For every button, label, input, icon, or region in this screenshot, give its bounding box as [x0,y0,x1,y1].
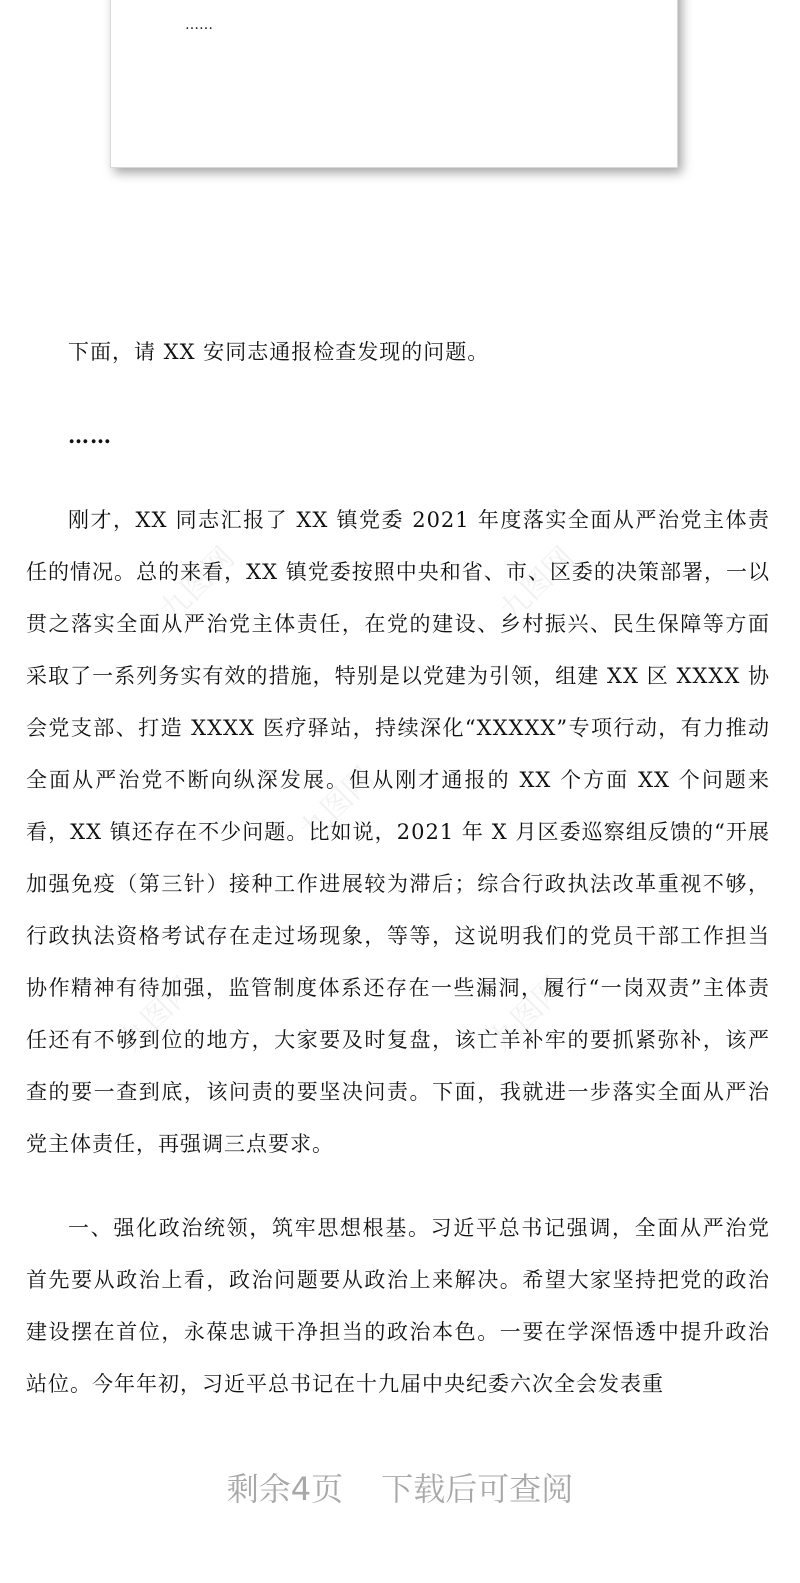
document-body [26,326,770,1410]
watermark: 九图网 [293,760,382,849]
download-prompt[interactable] [0,1464,800,1510]
paragraph: 刚才，XX 同志汇报了 XX 镇党委 2021 年度落实全面从严治党主体责任的情况。总的来看，XX 镇党委按照中央和省、市、区委的决策部署，一以贯之落实全面从严治党主体责任，在党的建设、乡村振兴、民生保障等方面采取了一系列务实有效的措施，特别是以党建为引领，组建 XX 区 XXXX 协会党支部、打造 XXXX 医疗驿站，持续深化“XXXXX”专项行动，有力推动全面从严治党不断向纵深发展。但从刚才通报的 XX 个方面 XX 个问题来看，XX 镇还存在不少问题。比如说，2021 年 X 月区委巡察组反馈的“开展加强免疫（第三针）接种工作进展较为滞后；综合行政执法改革重视不够，行政执法资格考试存在走过场现象，等等，这说明我们的党员干部工作担当协作精神有待加强，监管制度体系还存在一些漏洞，履行“一岗双责”主体责任还有不够到位的地方，大家要及时复盘，该亡羊补牢的要抓紧弥补，该严查的要一查到底，该问责的要坚决问责。下面，我就进一步落实全面从严治党主体责任，再强调三点要求。 [26,508,770,1156]
paragraph: 下面，请 XX 安同志通报检查发现的问题。 [68,340,490,364]
paragraph: 一、强化政治统领，筑牢思想根基。习近平总书记强调，全面从严治党首先要从政治上看，政治问题要从政治上来解决。希望大家坚持把党的政治建设摆在首位，永葆忠诚干净担当的政治本色。一要在学深悟透中提升政治站位。今年年初，习近平总书记在十九届中央纪委六次全会发表重 [26,1216,770,1396]
watermark: 九图网 [493,540,582,629]
download-text[interactable]: 下载后可查阅 [381,1470,574,1508]
remaining-pages-text: 剩余4页 [226,1470,344,1508]
preview-ellipsis: …… [185,17,213,33]
paragraph-ellipsis: …… [68,423,112,448]
document-page-preview [110,0,678,168]
watermark: 九图网 [153,540,242,629]
watermark: 九图网 [113,970,202,1059]
watermark: 九图网 [483,970,572,1059]
